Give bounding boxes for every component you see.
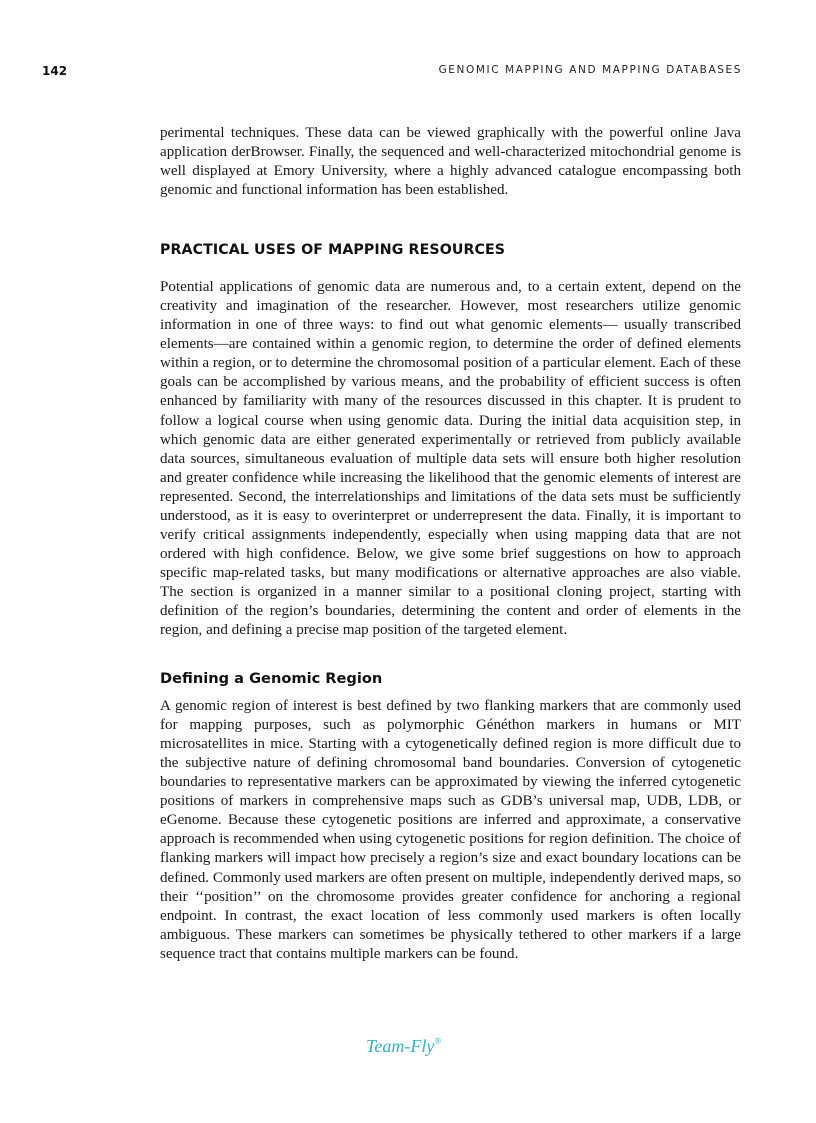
- section-heading: PRACTICAL USES OF MAPPING RESOURCES: [160, 242, 506, 259]
- intro-paragraph: perimental techniques. These data can be viewed graphically with the powerful online Java application derBrowser. Finally, the sequenced and well-characterized mitochondrial genome is well displayed at Emory University, where a highly advanced catalogue encompassing both genomic and functional information has been established.: [160, 125, 741, 199]
- section-paragraph: Potential applications of genomic data are numerous and, to a certain extent, depend on the creativity and imagination of the researcher. However, most researchers utilize genomic information in one of three ways: to find out what genomic elements— usually transcribed elements—are contained within a genomic region, to determine the order of defined elements within a region, or to determine the chromosomal position of a particular element. Each of these goals can be accomplished by various means, and the probability of efficient success is often enhanced by familiarity with many of the resources discussed in this chapter. It is prudent to follow a logical course when using genomic data. During the initial data acquisition step, in which genomic data are either generated experimentally or retrieved from publicly available data sources, simultaneous evaluation of multiple data sets will ensure both higher resolution and greater confidence while increasing the likelihood that the genomic elements of interest are represented. Second, the interrelationships and limitations of the data sets must be sufficiently understood, as it is easy to overinterpret or underrepresent the data. Finally, it is important to verify critical assignments independently, especially when using mapping data that are not ordered with high confidence. Below, we give some brief suggestions on how to approach specific map-related tasks, but many modifications or alternative approaches are also viable. The section is organized in a manner similar to a positional cloning project, starting with definition of the region’s boundaries, determining the content and order of elements in the region, and defining a precise map position of the targeted element.: [160, 279, 741, 639]
- subsection-heading: Defining a Genomic Region: [160, 670, 383, 688]
- subsection-paragraph: A genomic region of interest is best defined by two flanking markers that are commonly used for mapping purposes, such as polymorphic Généthon markers in humans or MIT microsatellites in mice. Starting with a cytogenetically defined region is more difficult due to the subjective nature of defining chromosomal band boundaries. Conversion of cytogenetic boundaries to representative markers can be approximated by viewing the inferred cytogenetic positions of markers in comprehensive maps such as GDB’s universal map, UDB, LDB, or eGenome. Because these cytogenetic positions are inferred and approximate, a conservative approach is recommended when using cytogenetic positions for region definition. The choice of flanking markers will impact how precisely a region’s size and exact boundary locations can be defined. Commonly used markers are often present on multiple, independently derived maps, so their ‘‘position’’ on the chromosome provides greater confidence for anchoring a regional endpoint. In contrast, the exact location of less commonly used markers is often locally ambiguous. These markers can sometimes be physically tethered to other markers if a large sequence tract that contains multiple markers can be found.: [160, 698, 741, 962]
- page-number: 142: [42, 64, 68, 78]
- running-head: GENOMIC MAPPING AND MAPPING DATABASES: [438, 64, 742, 76]
- registered-mark: ®: [434, 1036, 442, 1046]
- watermark-text: Team-Fly: [366, 1036, 435, 1056]
- page-body: [160, 124, 741, 964]
- team-fly-watermark: [366, 1036, 441, 1057]
